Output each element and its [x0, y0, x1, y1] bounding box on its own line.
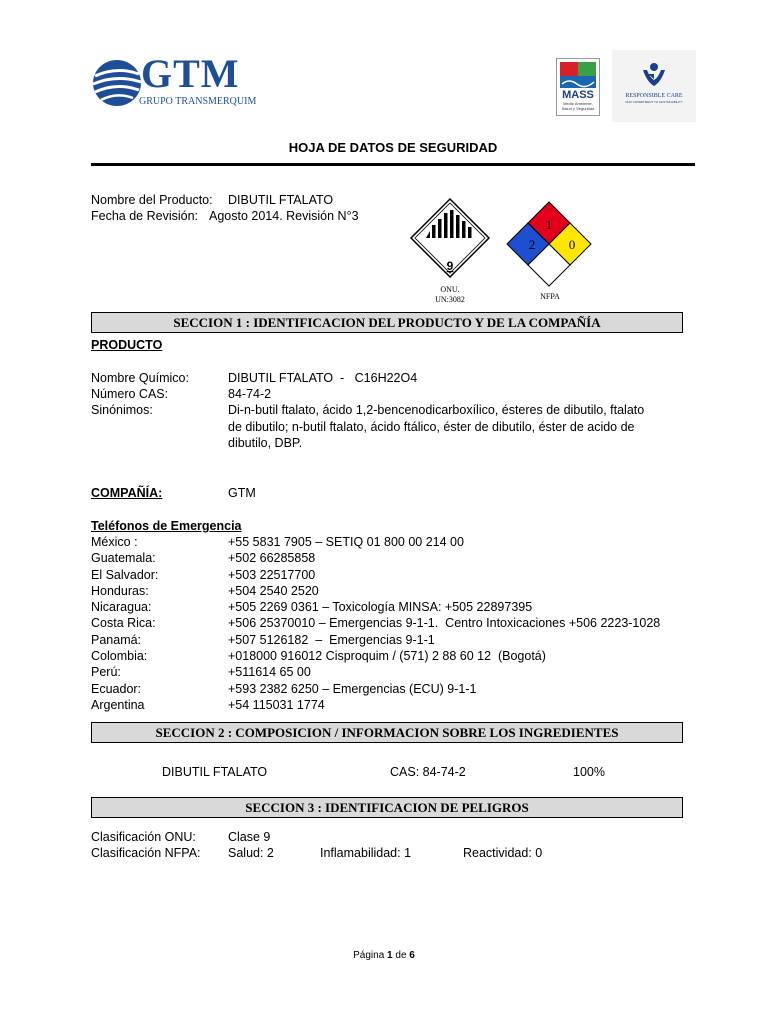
- page-of: de: [395, 950, 407, 961]
- phone-number: +506 25370010 – Emergencias 9-1-1. Centro Intoxicaciones +506 2223-1028: [228, 616, 661, 631]
- phone-number: +511614 65 00: [228, 665, 311, 680]
- synonyms-line-3: dibutilo, DBP.: [228, 436, 303, 450]
- phone-row: [91, 534, 695, 550]
- phone-row: [91, 550, 695, 566]
- ingredient-percent: 100%: [573, 765, 605, 779]
- company-label: COMPAÑÍA:: [91, 486, 163, 500]
- mass-logo: [556, 58, 600, 116]
- cas-value: 84-74-2: [228, 387, 272, 401]
- nfpa-reactividad: Reactividad: 0: [463, 846, 543, 860]
- page-word: Página: [353, 950, 385, 961]
- section1-bar: SECCION 1 : IDENTIFICACION DEL PRODUCTO Y DE LA COMPAÑÍA: [91, 312, 683, 333]
- phone-number: +55 5831 7905 – SETIQ 01 800 00 214 00: [228, 535, 464, 549]
- phone-row: [91, 615, 695, 631]
- phone-country: Argentina: [91, 697, 145, 712]
- chem-name-value: DIBUTIL FTALATO - C16H22O4: [228, 371, 418, 385]
- onu-caption-2: UN:3082: [435, 295, 465, 304]
- un-class9-placard-icon: [408, 196, 492, 280]
- gtm-logo: [91, 51, 261, 110]
- phone-country: Costa Rica:: [91, 616, 156, 631]
- nfpa-diamond-icon: [505, 200, 593, 288]
- phone-country: Panamá:: [91, 632, 142, 647]
- responsible-care-logo: [612, 50, 696, 122]
- globe-icon: [91, 58, 143, 108]
- section3-bar: SECCION 3 : IDENTIFICACION DE PELIGROS: [91, 797, 683, 818]
- responsible-care-text: RESPONSIBLE CARE: [625, 93, 683, 99]
- ingredient-name: DIBUTIL FTALATO: [162, 765, 268, 779]
- logo-subtitle: GRUPO TRANSMERQUIM: [139, 96, 257, 107]
- phone-row: [91, 599, 695, 615]
- page-total: 6: [409, 950, 415, 961]
- phone-row: [91, 567, 695, 583]
- product-name-label: Nombre del Producto:: [91, 193, 213, 207]
- phones-list: [91, 534, 695, 713]
- nfpa-caption: NFPA: [540, 292, 560, 301]
- mass-logo-sub2: Salud y Seguridad: [561, 106, 595, 111]
- phone-country: Nicaragua:: [91, 600, 152, 615]
- phone-country: Ecuador:: [91, 681, 142, 696]
- nfpa-flammability: 1: [545, 217, 553, 232]
- responsible-care-icon: [639, 60, 669, 90]
- nfpa-salud: Salud: 2: [228, 846, 274, 860]
- product-name-value: DIBUTIL FTALATO: [228, 193, 334, 207]
- phone-country: Guatemala:: [91, 551, 156, 566]
- onu-class-value: Clase 9: [228, 830, 271, 844]
- ingredient-cas: CAS: 84-74-2: [390, 765, 466, 779]
- phone-number: +54 115031 1774: [228, 697, 325, 712]
- nfpa-class-label: Clasificación NFPA:: [91, 846, 201, 860]
- phone-number: +502 66285858: [228, 551, 316, 566]
- page-current: 1: [387, 950, 393, 961]
- company-value: GTM: [228, 486, 256, 500]
- nfpa-inflamabilidad: Inflamabilidad: 1: [320, 846, 412, 860]
- phone-number: +504 2540 2520: [228, 583, 319, 598]
- mass-logo-sub1: Medio Ambiente,: [563, 101, 593, 106]
- phone-number: +503 22517700: [228, 567, 316, 582]
- section2-bar: SECCION 2 : COMPOSICION / INFORMACION SOBRE LOS INGREDIENTES: [91, 722, 683, 743]
- chem-name-label: Nombre Químico:: [91, 371, 189, 385]
- phone-number: +018000 916012 Cisproquim / (571) 2 88 60 12 (Bogotá): [228, 649, 546, 664]
- phone-row: [91, 583, 695, 599]
- phone-number: +505 2269 0361 – Toxicología MINSA: +505 22897395: [228, 600, 533, 615]
- phone-row: [91, 648, 695, 664]
- nfpa-health: 2: [528, 237, 536, 252]
- phone-country: Perú:: [91, 665, 121, 680]
- synonyms-line-2: de dibutilo; n-butil ftalato, ácido ftálico, éster de dibutilo, éster de acido de: [228, 420, 635, 434]
- phone-row: [91, 697, 695, 713]
- synonyms-label: Sinónimos:: [91, 403, 153, 417]
- synonyms-line-1: Di-n-butil ftalato, ácido 1,2-bencenodicarboxílico, ésteres de dibutilo, ftalato: [228, 403, 645, 417]
- phone-country: Colombia:: [91, 649, 148, 664]
- phone-number: +507 5126182 – Emergencias 9-1-1: [228, 632, 435, 647]
- phone-row: [91, 664, 695, 680]
- phone-row: [91, 632, 695, 648]
- logo-name: GTM: [141, 51, 240, 96]
- phone-country: El Salvador:: [91, 567, 159, 582]
- responsible-care-sub: OUR COMMITMENT TO SUSTAINABILITY: [625, 100, 683, 104]
- revision-value: Agosto 2014. Revisión N°3: [209, 209, 359, 223]
- page-title: HOJA DE DATOS DE SEGURIDAD: [288, 140, 498, 155]
- revision-label: Fecha de Revisión:: [91, 209, 199, 223]
- cas-label: Número CAS:: [91, 387, 169, 401]
- nfpa-reactivity: 0: [568, 237, 576, 252]
- mass-emblem-icon: [557, 60, 599, 90]
- mass-logo-text: MASS: [562, 89, 594, 101]
- phone-row: [91, 681, 695, 697]
- page-footer: [0, 950, 768, 962]
- producto-heading: PRODUCTO: [91, 338, 163, 352]
- onu-class-label: Clasificación ONU:: [91, 830, 196, 844]
- phone-number: +593 2382 6250 – Emergencias (ECU) 9-1-1: [228, 681, 477, 696]
- phone-country: Honduras:: [91, 583, 149, 598]
- un-class-number: 9: [446, 259, 454, 273]
- onu-caption-1: ONU.: [440, 285, 460, 294]
- phones-heading: Teléfonos de Emergencia: [91, 519, 242, 533]
- header-rule: [91, 163, 695, 166]
- phone-country: México :: [91, 535, 138, 549]
